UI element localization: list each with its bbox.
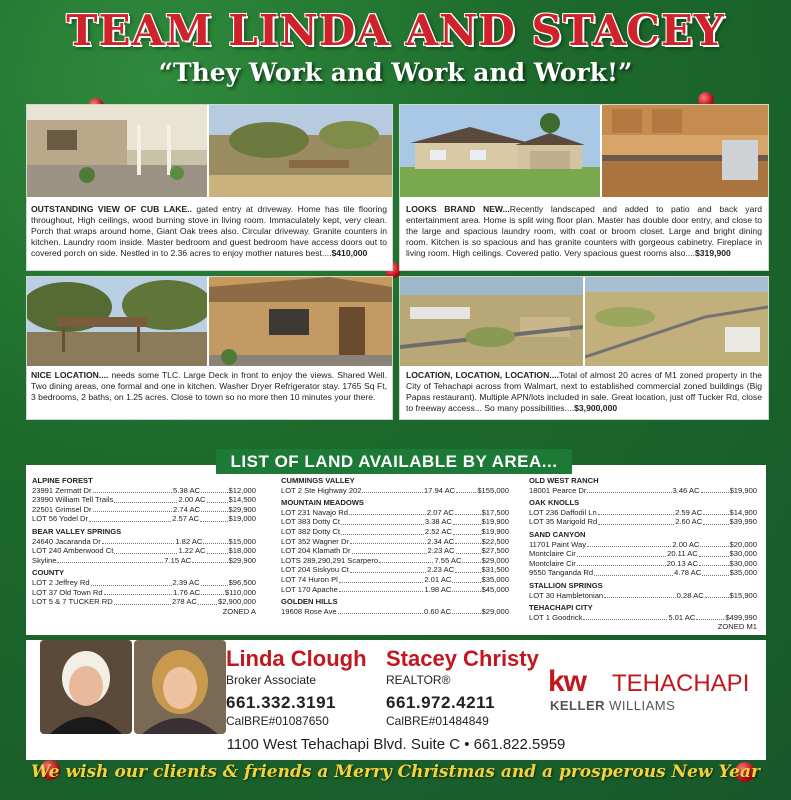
land-acres: 2.60 AC (675, 517, 703, 527)
listing-price: $319,900 (694, 248, 731, 259)
land-acres: 2.52 AC (424, 526, 452, 536)
land-acres: 2.59 AC (675, 507, 703, 517)
land-acres: 1.76 AC (173, 587, 201, 597)
land-row (32, 514, 256, 524)
land-name: LOT 37 Old Town Rd (32, 587, 103, 597)
leader-dots (696, 613, 724, 621)
listing-lead: LOOKS BRAND NEW... (406, 204, 510, 214)
land-row (281, 527, 509, 537)
land-acres: 2.23 AC (427, 565, 455, 575)
listing-body: Recently landscaped and added to patio and back yard entertainment area. Home is split wing floor plan. Master has double door entry, and close to the large and spacious laundry room, with coat or broom closet. Large and bright dining room. Kitchen is so spacious and has granite counters with gorgeous cabinetry. Fireplace in living room. High ceilings. Covered patio. Very spacious guest rooms also.... (406, 204, 762, 259)
leader-dots (703, 508, 728, 516)
land-area-heading: COUNTY (32, 568, 65, 578)
avatar (40, 640, 132, 734)
leader-dots (352, 546, 427, 554)
aerial-land-photo (585, 277, 768, 366)
land-price: $31,500 (481, 565, 509, 575)
leader-dots (91, 578, 172, 586)
brand-city: TEHACHAPI (612, 670, 750, 697)
leader-dots (453, 527, 481, 535)
land-acres: 5.38 AC (173, 485, 201, 495)
land-name: LOT 231 Navajo Rd (281, 507, 348, 517)
land-price: $14,900 (729, 507, 757, 517)
leader-dots (453, 517, 481, 525)
leader-dots (598, 517, 674, 525)
land-area-heading: SAND CANYON (529, 529, 586, 539)
leader-dots (339, 585, 424, 593)
leader-dots (102, 537, 175, 545)
land-name: LOT 1 Goodrick (529, 612, 583, 622)
land-name: LOT 2 Ste Highway 202 (281, 485, 362, 495)
leader-dots (452, 607, 480, 615)
leader-dots (350, 565, 426, 573)
land-name: Montclaire Cir (529, 558, 576, 568)
lake-view-photo (209, 105, 392, 197)
leader-dots (456, 546, 481, 554)
listing-photo (602, 105, 768, 197)
land-price: $22,500 (481, 536, 509, 546)
listing-body: gated entry at driveway. Home has tile flooring throughout, High ceilings, wood burning stove in living room. Immaculately kept, very clean. Porch that wraps around home, Giant Oak trees also. Circular driveway. Granite counters in kitchen. Laundry room inside. Master bedroom and guest bedroom have access doors out to covered porch on side. Nestled in to 2.36 acres to enjoy mother natures best.... (31, 204, 387, 259)
leader-dots (341, 517, 424, 525)
land-acres: 2.57 AC (172, 514, 200, 524)
deck-house-photo (27, 277, 207, 366)
land-row (281, 517, 509, 527)
avatar (134, 640, 226, 734)
listing-body: Total of almost 20 acres of M1 zoned property in the City of Tehachapi across from Walmart, next to established commercial zoned buildings (Big Papas restaurant). Multiple APN/lots included in sale. Great location, just off Tucker Rd, close to freeway access... So many possibilities.... (406, 370, 763, 414)
land-area-heading: STALLION SPRINGS (529, 580, 603, 590)
listing-photo (585, 277, 768, 366)
listing-description (31, 204, 387, 259)
leader-dots (114, 546, 177, 554)
land-row (529, 559, 757, 569)
agent-role: REALTOR® (386, 673, 451, 687)
land-price: $18,000 (228, 546, 256, 556)
leader-dots (462, 556, 480, 564)
land-row (281, 565, 509, 575)
land-area-heading: OAK KNOLLS (529, 498, 580, 508)
leader-dots (452, 585, 480, 593)
land-price: $27,500 (481, 546, 509, 556)
leader-dots (201, 486, 228, 494)
land-acres: 2.07 AC (426, 507, 454, 517)
land-area-heading: ALPINE FOREST (32, 476, 93, 485)
listing-photo (400, 105, 600, 197)
land-name: LOT 30 Hambletonian (529, 590, 604, 600)
land-acres: 2.23 AC (427, 546, 455, 556)
land-price: $45,000 (481, 584, 510, 594)
leader-dots (456, 486, 476, 494)
zoning-note: ZONED M1 (717, 622, 757, 632)
leader-dots (104, 588, 172, 596)
leader-dots (702, 568, 728, 576)
agent-license: CalBRE#01484849 (386, 714, 489, 728)
land-price: $29,000 (481, 606, 509, 616)
land-column (529, 473, 757, 632)
land-column (32, 473, 256, 616)
land-name: LOT 382 Dotty Ct (281, 526, 340, 536)
agent-phone[interactable]: 661.972.4211 (386, 693, 496, 712)
land-price: $29,000 (481, 555, 510, 565)
listing-lead: NICE LOCATION.... (31, 370, 109, 380)
leader-dots (699, 559, 729, 567)
land-acres: 2.39 AC (172, 577, 200, 587)
listing-description (406, 370, 762, 414)
listing-photo (209, 105, 392, 197)
kw-logo: kw (548, 665, 587, 698)
aerial-lot-photo (400, 277, 583, 366)
leader-dots (338, 607, 423, 615)
leader-dots (703, 517, 728, 525)
land-price: $2,900,000 (217, 597, 256, 607)
land-acres: 2.00 AC (178, 495, 206, 505)
land-price: $19,900 (481, 526, 509, 536)
land-acres: 0.28 AC (676, 590, 704, 600)
land-price: $12,000 (228, 485, 256, 495)
land-price: $15,900 (729, 590, 757, 600)
land-price: $35,000 (481, 574, 509, 584)
land-acres: 7.55 AC (434, 555, 462, 565)
listing-price: $3,900,000 (574, 403, 618, 414)
land-price: $19,900 (481, 517, 509, 527)
land-price: $110,000 (224, 587, 257, 597)
land-acres: 0.60 AC (424, 606, 452, 616)
land-name: 19608 Rose Ave (281, 606, 337, 616)
land-row (529, 568, 757, 578)
leader-dots (89, 514, 171, 522)
kitchen-photo (602, 105, 768, 197)
land-name: 22501 Grimsel Dr (32, 504, 92, 514)
land-name: 24640 Jacaranda Dr (32, 536, 101, 546)
land-area-heading: GOLDEN HILLS (281, 597, 338, 607)
land-name: 18001 Pearce Dr (529, 485, 587, 495)
land-acres: 20.11 AC (667, 549, 698, 559)
land-name: LOT 56 Yodel Dr (32, 514, 89, 524)
land-area-heading: CUMMINGS VALLEY (281, 476, 355, 485)
leader-dots (93, 486, 173, 494)
page-subtitle: “They Work and Work and Work!” (158, 58, 633, 87)
leader-dots (598, 508, 674, 516)
leader-dots (700, 540, 728, 548)
land-acres: 4.78 AC (674, 568, 702, 578)
land-name: LOT 35 Marigold Rd (529, 517, 598, 527)
leader-dots (200, 514, 227, 522)
listing-lead: OUTSTANDING VIEW OF CUB LAKE.. (31, 204, 192, 214)
agent-photo-stacey (134, 640, 226, 734)
land-acres: 2.00 AC (672, 539, 700, 549)
leader-dots (201, 578, 228, 586)
land-price: $29,900 (228, 555, 257, 565)
leader-dots (114, 597, 171, 605)
leader-dots (192, 556, 227, 564)
land-price: $19,900 (729, 485, 758, 495)
leader-dots (455, 537, 480, 545)
land-row (529, 549, 757, 559)
land-name: LOT 204 Klamath Dr (281, 546, 351, 556)
listing-photo (209, 277, 392, 366)
land-acres: 5.01 AC (668, 612, 696, 622)
land-name: LOT 204 Siskyou Ct (281, 565, 349, 575)
land-price: $14,500 (228, 495, 256, 505)
leader-dots (452, 575, 480, 583)
land-row (281, 556, 509, 566)
land-row (281, 575, 509, 585)
land-price: $30,000 (729, 549, 757, 559)
land-row (32, 556, 256, 566)
page-title: TEAM LINDA AND STACEY (66, 6, 725, 55)
land-price: $30,000 (729, 558, 757, 568)
listing-body: needs some TLC. Large Deck in front to enjoy the views. Shared Well. Two dining areas, one formal and one in kitchen. Washer Dryer Refrigerator stay. 1765 Sq Ft, 3 bedrooms, 2 baths, on 1.25 acres. Close to town so no more then 10 minutes your there. (31, 370, 387, 403)
leader-dots (207, 546, 228, 554)
land-row (32, 597, 256, 607)
land-row (32, 505, 256, 515)
land-acres: 1.82 AC (175, 536, 203, 546)
zoning-note: ZONED A (222, 606, 256, 616)
land-price: $20,000 (729, 539, 757, 549)
land-area-heading: TEHACHAPI CITY (529, 603, 593, 613)
land-price: $499,990 (725, 612, 757, 622)
land-row (32, 537, 256, 547)
house-porch-photo (27, 105, 207, 197)
land-price: $29,900 (228, 504, 256, 514)
listing-price: $410,000 (331, 248, 368, 259)
leader-dots (93, 505, 173, 513)
land-name: Skyline (32, 555, 57, 565)
leader-dots (339, 575, 424, 583)
leader-dots (701, 486, 729, 494)
agent-phone[interactable]: 661.332.3191 (226, 693, 336, 712)
leader-dots (577, 559, 666, 567)
land-name: LOT 383 Dotty Ct (281, 517, 340, 527)
land-row (32, 578, 256, 588)
listing-card (399, 276, 769, 420)
land-name: 9550 Tanganda Rd (529, 568, 594, 578)
leader-dots (594, 568, 673, 576)
leader-dots (203, 537, 227, 545)
front-door-photo (209, 277, 392, 366)
land-area-heading: OLD WEST RANCH (529, 476, 599, 485)
land-column (281, 473, 509, 616)
land-price: $15,000 (228, 536, 256, 546)
land-price: $35,000 (729, 568, 758, 578)
leader-dots (587, 486, 671, 494)
listing-lead: LOCATION, LOCATION, LOCATION.... (406, 370, 559, 380)
leader-dots (57, 556, 163, 564)
leader-dots (379, 556, 433, 564)
brand-new-house-photo (400, 105, 600, 197)
land-row (529, 508, 757, 518)
land-name: LOT 2 Jeffrey Rd (32, 577, 90, 587)
land-name: LOT 352 Wagner Dr (281, 536, 349, 546)
land-acres: 7.15 AC (164, 555, 192, 565)
land-name: 11701 Paint Way (529, 539, 586, 549)
land-area-heading: BEAR VALLEY SPRINGS (32, 526, 122, 536)
land-acres: 17.94 AC (423, 485, 456, 495)
listing-card (399, 104, 769, 271)
land-row (529, 486, 757, 496)
leader-dots (201, 505, 228, 513)
agent-role: Broker Associate (226, 673, 317, 687)
agent-photo-linda (40, 640, 132, 734)
land-row (529, 613, 757, 623)
land-acres: 3.46 AC (672, 485, 700, 495)
land-price: $96,500 (228, 577, 257, 587)
listing-description (406, 204, 762, 259)
leader-dots (350, 537, 426, 545)
leader-dots (455, 508, 481, 516)
land-row (529, 517, 757, 527)
listing-description (31, 370, 387, 403)
land-row (281, 607, 509, 617)
land-acres: 20.13 AC (666, 558, 698, 568)
land-name: Montclaire Cir (529, 549, 576, 559)
listing-photo (400, 277, 583, 366)
land-acres: 2.74 AC (173, 504, 201, 514)
leader-dots (198, 597, 217, 605)
land-name: LOTS 289,290,291 Scarpero (281, 555, 379, 565)
land-name: LOT 74 Huron Pl (281, 574, 338, 584)
holiday-greeting: We wish our clients & friends a Merry Christmas and a prosperous New Year (31, 762, 760, 782)
land-price: $17,500 (481, 507, 510, 517)
listing-photo (27, 277, 207, 366)
leader-dots (577, 549, 666, 557)
land-name: LOT 240 Amberwood Ct (32, 546, 114, 556)
leader-dots (349, 508, 426, 516)
land-price: $19,000 (228, 514, 256, 524)
leader-dots (362, 486, 422, 494)
land-row (281, 508, 509, 518)
land-price: $39,990 (729, 517, 757, 527)
leader-dots (455, 565, 480, 573)
leader-dots (587, 540, 671, 548)
brand-company-bold: KELLER (550, 698, 605, 713)
land-price: $155,000 (477, 485, 509, 495)
brand-company-light: WILLIAMS (605, 698, 676, 713)
agent-license: CalBRE#01087650 (226, 714, 329, 728)
land-row (32, 588, 256, 598)
land-row (281, 585, 509, 595)
listing-card (26, 104, 393, 271)
land-acres: 2.34 AC (427, 536, 455, 546)
land-acres: 1.98 AC (424, 584, 452, 594)
agent-name: Stacey Christy (386, 646, 539, 671)
leader-dots (341, 527, 424, 535)
listing-photo (27, 105, 207, 197)
land-row (32, 495, 256, 505)
land-row (529, 540, 757, 550)
leader-dots (699, 549, 729, 557)
land-acres: 278 AC (171, 597, 197, 607)
land-area-heading: MOUNTAIN MEADOWS (281, 498, 364, 508)
land-list-banner: LIST OF LAND AVAILABLE BY AREA... (216, 449, 572, 474)
land-acres: 3.38 AC (424, 517, 452, 527)
land-row (281, 537, 509, 547)
land-row (32, 546, 256, 556)
leader-dots (114, 495, 177, 503)
land-name: LOT 5 & 7 TUCKER RD (32, 597, 113, 607)
land-row (529, 591, 757, 601)
brand-company (550, 698, 675, 713)
land-row (281, 486, 509, 496)
leader-dots (207, 495, 228, 503)
leader-dots (705, 591, 729, 599)
land-name: LOT 236 Daffodil Ln (529, 507, 597, 517)
land-name: 23990 William Tell Trails (32, 495, 114, 505)
land-acres: 1.22 AC (178, 546, 206, 556)
land-name: 23991 Zermatt Dr (32, 485, 92, 495)
agent-name: Linda Clough (226, 646, 367, 671)
land-acres: 2.01 AC (424, 574, 452, 584)
land-row (281, 546, 509, 556)
listing-card (26, 276, 393, 420)
leader-dots (583, 613, 667, 621)
leader-dots (201, 588, 224, 596)
land-list (26, 465, 766, 635)
leader-dots (604, 591, 676, 599)
office-address: 1100 West Tehachapi Blvd. Suite C • 661.822.5959 (226, 736, 566, 753)
land-name: LOT 170 Apache (281, 584, 338, 594)
land-row (32, 486, 256, 496)
